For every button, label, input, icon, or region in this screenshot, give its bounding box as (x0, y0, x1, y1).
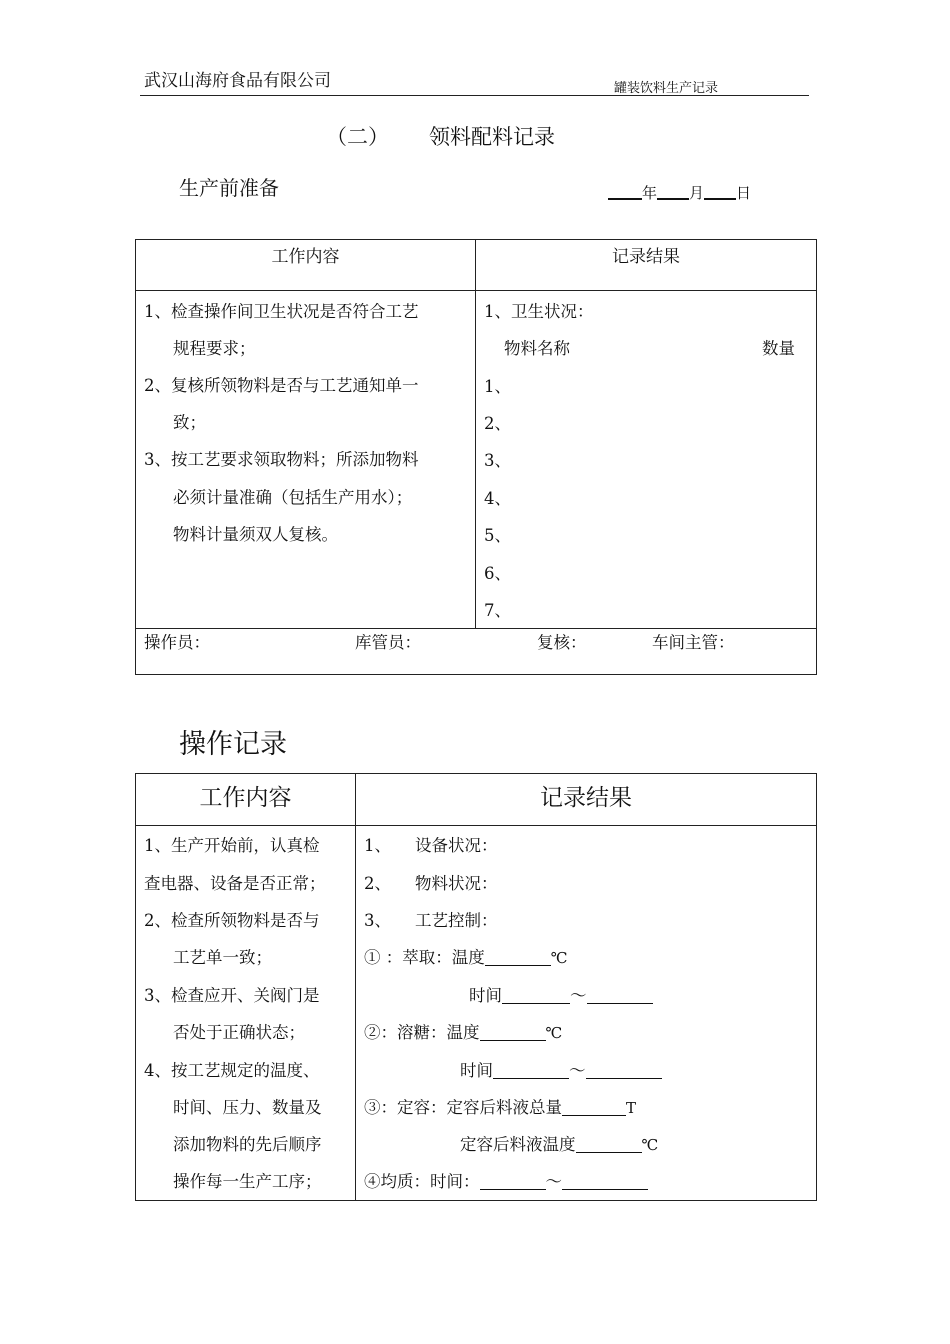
material-row-2[interactable]: 2、 (484, 414, 511, 433)
dissolve-time-start-blank[interactable] (493, 1063, 569, 1079)
process-control: 3、 工艺控制： (364, 911, 498, 930)
material-row-3[interactable]: 3、 (484, 451, 511, 470)
material-row-4[interactable]: 4、 (484, 489, 511, 508)
ops-work-line-2: 查电器、设备是否正常； (144, 874, 326, 893)
volume-temperature: 定容后料液温度 ℃ (460, 1135, 659, 1154)
prep-work-item-2: 2、复核所领物料是否与工艺通知单一 (144, 376, 419, 395)
extract-time: 时间 ～ (469, 982, 653, 1006)
ops-work-line-7: 4、按工艺规定的温度、 (144, 1061, 320, 1080)
extract-temperature: ① ：萃取：温度 ℃ (364, 948, 568, 967)
ops-table (135, 773, 817, 1201)
quantity-header: 数量 (762, 339, 795, 358)
header-divider (140, 95, 809, 96)
equipment-status: 1、 设备状况： (364, 836, 498, 855)
extract-time-start-blank[interactable] (502, 988, 570, 1004)
prep-col-result: 记录结果 (612, 247, 680, 267)
ops-col-work: 工作内容 (199, 785, 292, 811)
dissolve-temp-blank[interactable] (480, 1025, 546, 1041)
keeper-signature[interactable]: 库管员： (355, 633, 421, 652)
date-field (608, 182, 751, 203)
review-signature[interactable]: 复核： (537, 633, 587, 652)
year-label: 年 (642, 184, 658, 202)
ops-work-line-9: 添加物料的先后顺序 (173, 1135, 322, 1154)
prep-work-item-1-cont: 规程要求； (173, 339, 256, 358)
dissolve-time-end-blank[interactable] (586, 1063, 662, 1079)
prep-work-item-2-cont: 致； (173, 413, 206, 432)
month-label: 月 (689, 184, 705, 202)
prep-work-item-1: 1、检查操作间卫生状况是否符合工艺 (144, 302, 419, 321)
hygiene-status-label: 1、卫生状况： (484, 302, 594, 321)
prep-table (135, 239, 817, 675)
ops-work-line-1: 1、生产开始前，认真检 (144, 836, 320, 855)
material-row-1[interactable]: 1、 (484, 377, 511, 396)
prep-work-item-3-cont: 必须计量准确（包括生产用水）； (173, 488, 413, 507)
material-row-6[interactable]: 6、 (484, 564, 511, 583)
section-title (326, 121, 555, 151)
homogenize-time: ④均质：时间： ～ (364, 1168, 648, 1192)
day-label: 日 (736, 184, 752, 202)
dissolve-time: 时间 ～ (460, 1057, 662, 1081)
year-blank[interactable] (608, 182, 642, 200)
ops-work-line-6: 否处于正确状态； (173, 1023, 305, 1042)
month-blank[interactable] (657, 182, 689, 200)
operator-signature[interactable]: 操作员： (144, 633, 210, 652)
ops-work-line-4: 工艺单一致； (173, 948, 272, 967)
section-name: 领料配料记录 (429, 125, 555, 149)
volume-temp-blank[interactable] (576, 1137, 642, 1153)
prep-heading: 生产前准备 (179, 176, 279, 200)
volume-total: ③：定容：定容后料液总量 T (364, 1098, 637, 1117)
material-row-5[interactable]: 5、 (484, 526, 511, 545)
material-status: 2、 物料状况： (364, 874, 498, 893)
section-number: （二） (326, 125, 389, 149)
ops-work-line-3: 2、检查所领物料是否与 (144, 911, 320, 930)
volume-total-blank[interactable] (562, 1100, 626, 1116)
material-name-header: 物料名称 (504, 339, 570, 358)
company-name: 武汉山海府食品有限公司 (144, 71, 331, 91)
material-row-7[interactable]: 7、 (484, 601, 511, 620)
dissolve-temperature: ②：溶糖：温度 ℃ (364, 1023, 563, 1042)
homogenize-end-blank[interactable] (562, 1174, 648, 1190)
ops-work-line-8: 时间、压力、数量及 (173, 1098, 322, 1117)
prep-col-work: 工作内容 (271, 247, 340, 267)
prep-work-item-3: 3、按工艺要求领取物料；所添加物料 (144, 450, 419, 469)
ops-col-result: 记录结果 (540, 785, 632, 811)
ops-work-line-10: 操作每一生产工序； (173, 1172, 322, 1191)
homogenize-start-blank[interactable] (480, 1174, 546, 1190)
supervisor-signature[interactable]: 车间主管： (652, 633, 735, 652)
extract-temp-blank[interactable] (485, 950, 551, 966)
day-blank[interactable] (704, 182, 736, 200)
ops-heading: 操作记录 (179, 729, 287, 760)
document-title: 罐装饮料生产记录 (614, 81, 719, 96)
extract-time-end-blank[interactable] (587, 988, 653, 1004)
ops-work-line-5: 3、检查应开、关阀门是 (144, 986, 320, 1005)
prep-work-item-3-cont2: 物料计量须双人复核。 (173, 525, 338, 544)
